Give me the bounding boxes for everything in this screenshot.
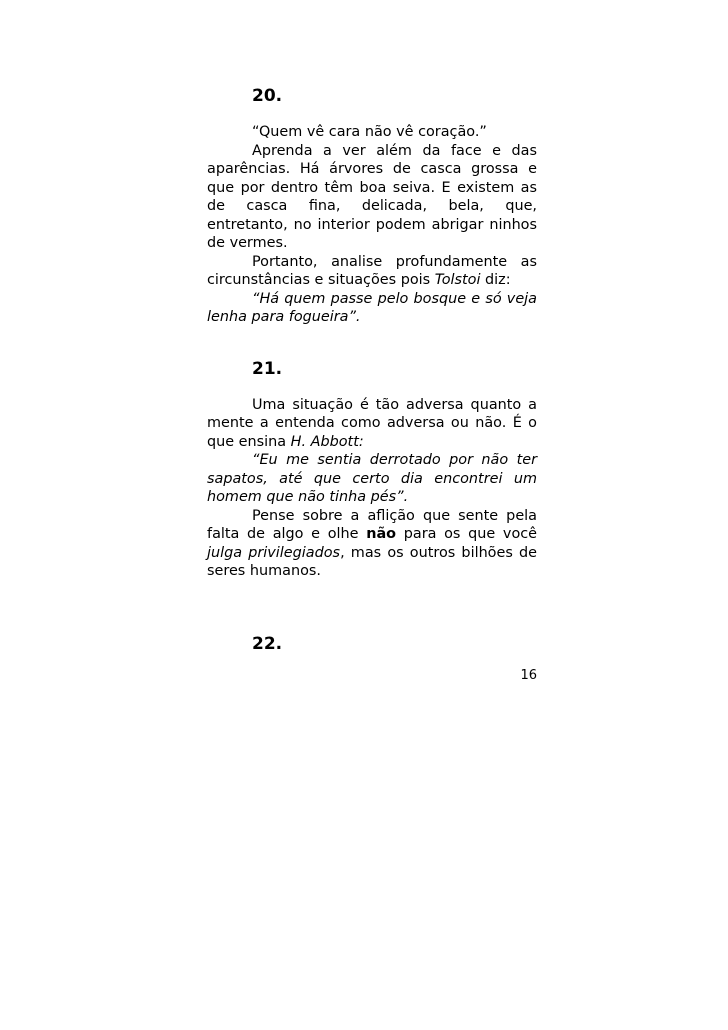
body-paragraph [207,253,537,290]
page-body [207,84,537,671]
text-span: , mas os outros bilhões de seres humanos. [207,544,538,579]
text-span: diz: [480,272,511,288]
section-20 [207,84,537,327]
author-name: H. Abbott: [290,433,364,450]
section-heading: 21. [252,358,283,379]
body-paragraph: Aprenda a ver além da face e das aparências. Há árvores de casca grossa e que por dentro têm boa seiva. E existem as de casca fina, delicada, bela, que, entretanto, no interior podem abrigar ninhos de vermes. [207,142,537,251]
body-paragraph [207,507,537,581]
quote-paragraph: “Há quem passe pelo bosque e só veja lenha para fogueira”. [207,290,537,325]
emphasis-bold: não [366,526,397,542]
body-paragraph [207,396,537,452]
section-heading: 22. [252,633,283,654]
quote-paragraph: “Eu me sentia derrotado por não ter sapatos, até que certo dia encontrei um homem que não tinha pés”. [207,452,537,505]
section-22 [207,632,537,656]
section-heading: 20. [252,86,283,106]
emphasis-italic: julga privilegiados [207,544,341,561]
quote-paragraph: “Quem vê cara não vê coração.” [252,124,487,140]
text-span: Portanto, analise profundamente as circunstâncias e situações pois [207,253,537,288]
text-span: Pense sobre a aflição que sente pela falta de algo e olhe [207,507,537,542]
text-span: para os que você [396,526,538,542]
text-span: Uma situação é tão adversa quanto a mente a entenda como adversa ou não. É o que ensina [207,396,537,450]
page-number: 16 [520,668,537,683]
section-21 [207,357,537,581]
author-name: Tolstoi [434,272,481,288]
